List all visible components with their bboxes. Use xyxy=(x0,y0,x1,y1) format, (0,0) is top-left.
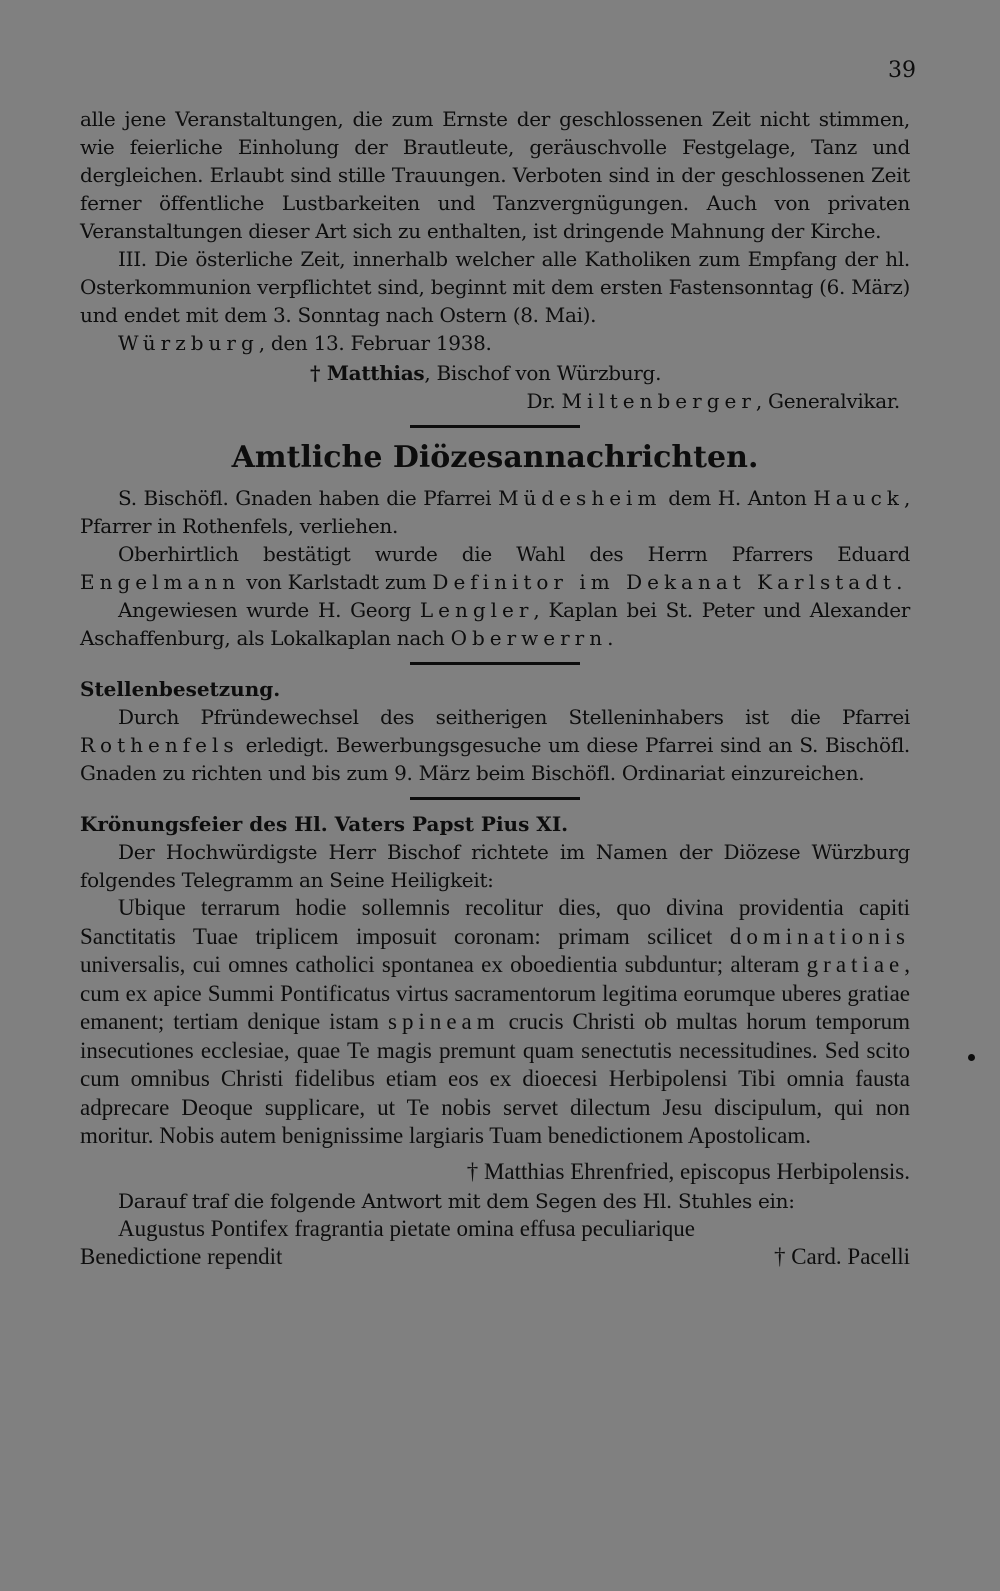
stellen-heading: Stellenbesetzung. xyxy=(80,677,281,701)
date-text: , den 13. Februar 1938. xyxy=(258,331,492,355)
divider-2 xyxy=(410,662,580,665)
latin-telegram: Ubique terrarum hodie sollemnis recolitur dies, quo divina providentia capiti Sanctitatis Tuae triplicem imposuit coronam: primam scilicet dominationis universalis, cui omnes catholici spontanea ex oboedientia subduntur; alteram gratiae, cum ex apice Summi Pontificatus virtus sacramentorum legitima eorumque uberes gratiae emanent; tertiam denique istam spineam crucis Christi ob multas horum temporum insecutiones ecclesiae, quae Te magis premunt quam senectutis necessitudines. Sed scito cum omnibus Christi fidelibus etiam eos ex dioecesi Herbipolensi Tibi omnia fausta adprecare Deoque supplicare, ut Te nobis servet dilectum Jesu discipulum, qui non moritur. Nobis autem benignissime largiaris Tuam benedictionem Apostolicam. xyxy=(80,895,910,1148)
reply-intro: Darauf traf die folgende Antwort mit dem Segen des Hl. Stuhles ein: xyxy=(118,1188,795,1213)
stellen-paragraph: Durch Pfründewechsel des seitherigen Stelleninhabers ist die Pfarrei Rothenfels erledigt. Bewerbungsgesuche um diese Pfarrei sind an S. Bischöfl. Gnaden zu richten und bis zum 9. März beim Bischöfl. Ordinariat einzureichen. xyxy=(80,705,910,785)
news-paragraph-1: S. Bischöfl. Gnaden haben die Pfarrei Müdesheim dem H. Anton Hauck, Pfarrer in Rothenfels, verliehen. xyxy=(80,486,910,538)
news-paragraph-3: Angewiesen wurde H. Georg Lengler, Kaplan bei St. Peter und Alexander Aschaffenburg, als Lokalkaplan nach Oberwerrn. xyxy=(80,598,910,650)
news-paragraph-2: Oberhirtlich bestätigt wurde die Wahl des Herrn Pfarrers Eduard Engelmann von Karlstadt zum Definitor im Dekanat Karlstadt. xyxy=(80,542,910,594)
place-name: Würzburg xyxy=(118,331,259,355)
margin-dot xyxy=(968,1054,975,1061)
reply-footer xyxy=(80,1243,910,1271)
reply-signature: † Card. Pacelli xyxy=(773,1244,910,1269)
bishop-name: † Matthias xyxy=(310,361,425,385)
bishop-signature xyxy=(80,359,910,387)
section-title: Amtliche Diözesannachrichten. xyxy=(231,440,759,475)
divider-1 xyxy=(410,425,580,428)
intro-paragraph-2: III. Die österliche Zeit, innerhalb welcher alle Katholiken zum Empfang der hl. Osterkommunion verpflichtet sind, beginnt mit dem ersten Fastensonntag (6. März) und endet mit dem 3. Sonntag nach Ostern (8. Mai). xyxy=(80,247,910,327)
page-number: 39 xyxy=(888,58,916,83)
reply-text: Augustus Pontifex fragrantia pietate omina effusa peculiarique xyxy=(118,1215,695,1241)
reply-last-line: Benedictione rependit xyxy=(80,1244,283,1269)
vicar-signature xyxy=(80,387,910,415)
latin-signature: † Matthias Ehrenfried, episcopus Herbipolensis. xyxy=(466,1158,910,1184)
vicar-prefix: Dr. xyxy=(526,389,562,413)
bishop-title: , Bischof von Würzburg. xyxy=(424,361,662,385)
kroenung-intro: Der Hochwürdigste Herr Bischof richtete im Namen der Diözese Würzburg folgendes Telegramm an Seine Heiligkeit: xyxy=(80,840,910,892)
vicar-name: Miltenberger xyxy=(561,389,756,413)
intro-paragraph-1: alle jene Veranstaltungen, die zum Ernste der geschlossenen Zeit nicht stimmen, wie feierliche Einholung der Brautleute, geräuschvolle Festgelage, Tanz und dergleichen. Erlaubt sind stille Trauungen. Verboten sind in der geschlossenen Zeit ferner öffentliche Lustbarkeiten und Tanzvergnügungen. Auch von privaten Veranstaltungen dieser Art sich zu enthalten, ist dringende Mahnung der Kirche. xyxy=(80,107,910,243)
page-content xyxy=(80,105,910,1271)
date-line xyxy=(80,329,910,357)
kroenung-heading: Krönungsfeier des Hl. Vaters Papst Pius XI. xyxy=(80,812,569,836)
divider-3 xyxy=(410,797,580,800)
vicar-title: , Generalvikar. xyxy=(755,389,900,413)
